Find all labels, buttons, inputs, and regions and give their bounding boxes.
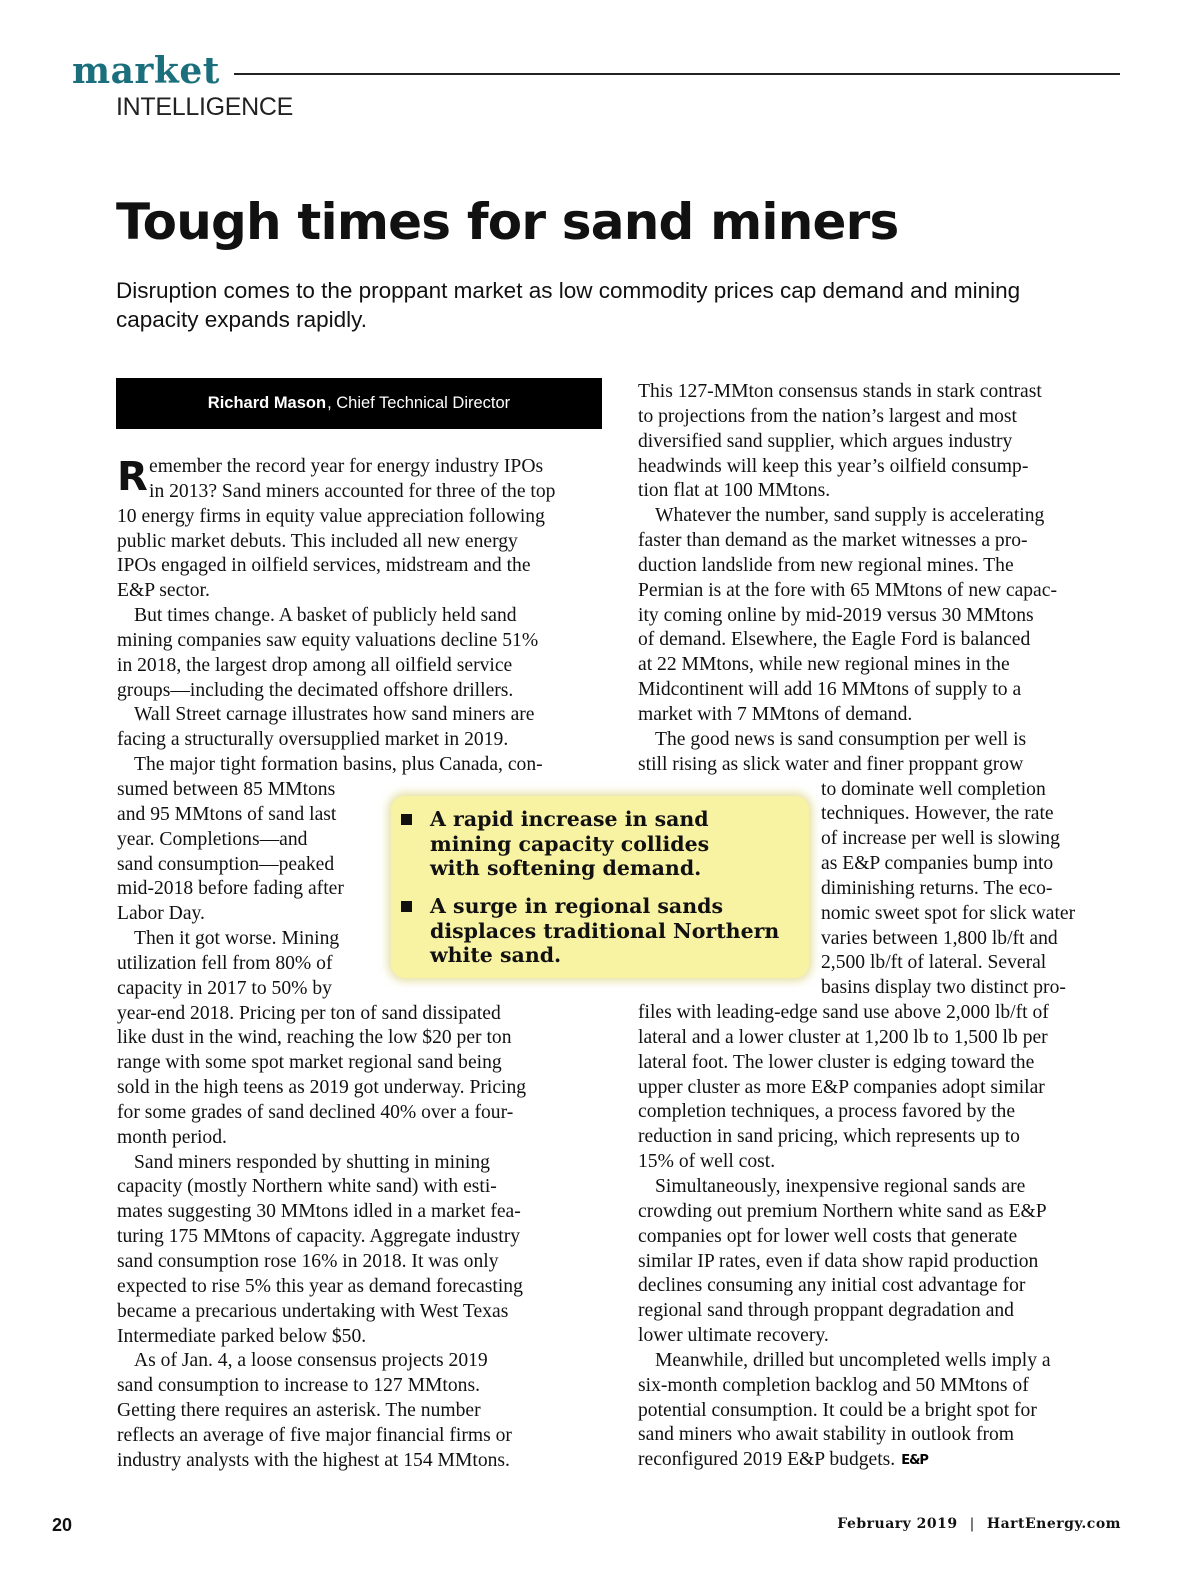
body-text-line: Simultaneously, inexpensive regional sands are [655, 1176, 1026, 1197]
body-text-line: tion flat at 100 MMtons. [638, 480, 831, 502]
body-text-line: Getting there requires an asterisk. The number [117, 1400, 481, 1422]
drop-cap: R [117, 454, 148, 500]
body-text-line: lower ultimate recovery. [638, 1325, 829, 1347]
body-text-line: range with some spot market regional sand being [117, 1052, 502, 1074]
body-text-line: mates suggesting 30 MMtons idled in a market fea- [117, 1201, 521, 1223]
section-title: market [72, 50, 220, 92]
page-number: 20 [52, 1515, 73, 1535]
byline [116, 378, 602, 429]
headline: Tough times for sand miners [116, 193, 899, 251]
body-text-line: sand consumption—peaked [117, 853, 335, 875]
author-role: , Chief Technical Director [327, 394, 511, 412]
body-text-line: year. Completions—and [117, 828, 308, 850]
body-text-line: files with leading-edge sand use above 2,000 lb/ft of [638, 1002, 1049, 1024]
body-text-line: month period. [117, 1126, 227, 1148]
author-name: Richard Mason [207, 394, 327, 412]
body-text-line: turing 175 MMtons of capacity. Aggregate industry [117, 1226, 521, 1248]
body-text-line: lateral and a lower cluster at 1,200 lb to 1,500 lb per [638, 1026, 1048, 1048]
pull-quote-box [391, 796, 809, 978]
body-text-line: of demand. Elsewhere, the Eagle Ford is balanced [638, 629, 1031, 651]
body-text-line: Labor Day. [117, 903, 205, 925]
body-text-line: similar IP rates, even if data show rapid production [638, 1250, 1039, 1272]
body-text-line: reconfigured 2019 E&P budgets. [638, 1449, 896, 1471]
pull-quote-line: with softening demand. [430, 856, 702, 880]
pull-quote-line: white sand. [430, 943, 562, 967]
body-text-line: like dust in the wind, reaching the low $20 per ton [117, 1027, 512, 1049]
footer-info [837, 1516, 1121, 1532]
body-text-line: 15% of well cost. [638, 1151, 776, 1173]
square-bullet-icon [401, 901, 412, 912]
pull-quote-line: displaces traditional Northern [430, 918, 780, 943]
body-text-line: E&P sector. [117, 580, 210, 602]
body-text-line: expected to rise 5% this year as demand forecasting [117, 1275, 523, 1297]
body-text-line: and 95 MMtons of sand last [117, 803, 337, 825]
body-text-line: Intermediate parked below $50. [117, 1325, 367, 1347]
body-text-line: declines consuming any initial cost advantage for [638, 1275, 1026, 1297]
body-text-line: capacity in 2017 to 50% by [117, 977, 332, 999]
body-text-line: emember the record year for energy industry IPOs [149, 456, 544, 477]
body-text-line: sand consumption to increase to 127 MMtons. [117, 1375, 480, 1397]
body-text-line: sumed between 85 MMtons [117, 778, 336, 800]
website-link[interactable]: HartEnergy.com [986, 1516, 1121, 1532]
body-text-line: reduction in sand pricing, which represents up to [638, 1126, 1020, 1148]
body-text-line: ity coming online by mid-2019 versus 30 MMtons [638, 604, 1034, 626]
body-text-line: But times change. A basket of publicly held sand [134, 605, 517, 627]
body-text-line: of increase per well is slowing [821, 828, 1060, 850]
pull-quote-line: A surge in regional sands [430, 894, 723, 918]
body-text-line: Whatever the number, sand supply is accelerating [655, 505, 1045, 527]
section-subtitle: INTELLIGENCE [116, 93, 294, 121]
body-text-line: 2,500 lb/ft of lateral. Several [821, 952, 1047, 974]
body-text-line: regional sand through proppant degradation and [638, 1300, 1014, 1322]
body-text-line: at 22 MMtons, while new regional mines in the [638, 654, 1010, 676]
deck: Disruption comes to the proppant market as low commodity prices cap demand and mining capacity expands rapidly. [116, 278, 1021, 332]
body-text-line: lateral foot. The lower cluster is edging toward the [638, 1051, 1035, 1073]
body-text-line: The major tight formation basins, plus Canada, con- [134, 754, 543, 776]
pull-quote-line: mining capacity collides [430, 831, 710, 856]
body-text-line: upper cluster as more E&P companies adopt similar [638, 1076, 1045, 1098]
body-text-line: completion techniques, a process favored by the [638, 1101, 1016, 1123]
body-text-line: Sand miners responded by shutting in mining [134, 1151, 490, 1173]
footer-separator: | [969, 1516, 975, 1532]
section-rule [234, 73, 1120, 75]
body-text-line: As of Jan. 4, a loose consensus projects 2019 [134, 1350, 488, 1372]
body-text-line: industry analysts with the highest at 154 MMtons. [117, 1449, 510, 1471]
body-text-line: Meanwhile, drilled but uncompleted wells imply a [655, 1349, 1051, 1371]
body-text-line: in 2013? Sand miners accounted for three of the top [149, 480, 556, 502]
body-text-line: to projections from the nation’s largest and most [638, 405, 1017, 427]
body-text-line: faster than demand as the market witnesses a pro- [638, 530, 1028, 552]
body-text-line: techniques. However, the rate [821, 803, 1054, 825]
body-text-line: Then it got worse. Mining [134, 928, 340, 950]
body-text-line: in 2018, the largest drop among all oilfield service [117, 654, 513, 676]
body-text-line: headwinds will keep this year’s oilfield consump- [638, 455, 1029, 477]
body-text-line: market with 7 MMtons of demand. [638, 703, 913, 725]
body-text-line: This 127-MMton consensus stands in stark contrast [638, 381, 1042, 402]
body-text-line: Wall Street carnage illustrates how sand miners are [134, 704, 535, 726]
body-text-line: diminishing returns. The eco- [821, 877, 1053, 899]
body-text-line: mid-2018 before fading after [117, 878, 344, 900]
body-text-line: diversified sand supplier, which argues industry [638, 430, 1013, 452]
body-text-line: capacity (mostly Northern white sand) with esti- [117, 1176, 497, 1198]
body-text-line: still rising as slick water and finer proppant grow [638, 753, 1024, 775]
body-text-line: sand consumption rose 16% in 2018. It was only [117, 1251, 499, 1272]
body-text-line: crowding out premium Northern white sand as E&P [638, 1200, 1047, 1222]
body-text-line: companies opt for lower well costs that generate [638, 1225, 1018, 1247]
pull-quote-line: A rapid increase in sand [430, 807, 709, 831]
body-text-line: nomic sweet spot for slick water [821, 902, 1076, 924]
square-bullet-icon [401, 814, 412, 825]
body-text-line: as E&P companies bump into [821, 853, 1054, 875]
body-text-line: six-month completion backlog and 50 MMtons of [638, 1374, 1029, 1396]
body-text-line: 10 energy firms in equity value appreciation following [117, 505, 545, 527]
issue-date: February 2019 [837, 1516, 958, 1532]
body-text-line: year-end 2018. Pricing per ton of sand dissipated [117, 1002, 501, 1024]
body-text-line: for some grades of sand declined 40% over a four- [117, 1101, 514, 1123]
body-text-line: sand miners who await stability in outlook from [638, 1424, 1015, 1446]
ep-logo-icon: E&P [901, 1453, 928, 1469]
body-text-line: sold in the high teens as 2019 got underway. Pricing [117, 1077, 527, 1099]
body-text-line: to dominate well completion [821, 778, 1046, 800]
body-text-line: duction landslide from new regional mines. The [638, 554, 1014, 576]
body-text-line: groups—including the decimated offshore drillers. [117, 679, 514, 701]
body-text-line: The good news is sand consumption per well is [655, 728, 1027, 750]
body-text-line: utilization fell from 80% of [117, 952, 333, 974]
body-text-line: Midcontinent will add 16 MMtons of supply to a [638, 679, 1022, 701]
body-text-line: potential consumption. It could be a bright spot for [638, 1399, 1037, 1421]
body-text-line: became a precarious undertaking with West Texas [117, 1300, 509, 1322]
body-text-line: mining companies saw equity valuations decline 51% [117, 629, 539, 651]
body-text-line: facing a structurally oversupplied market in 2019. [117, 729, 509, 751]
body-text-line: public market debuts. This included all new energy [117, 530, 518, 552]
body-text-line: basins display two distinct pro- [821, 977, 1066, 999]
body-text-line: Permian is at the fore with 65 MMtons of new capac- [638, 579, 1057, 601]
body-text-line: varies between 1,800 lb/ft and [821, 927, 1058, 949]
body-text-line: IPOs engaged in oilfield services, midstream and the [117, 555, 531, 577]
body-text-line: reflects an average of five major financial firms or [117, 1424, 512, 1446]
